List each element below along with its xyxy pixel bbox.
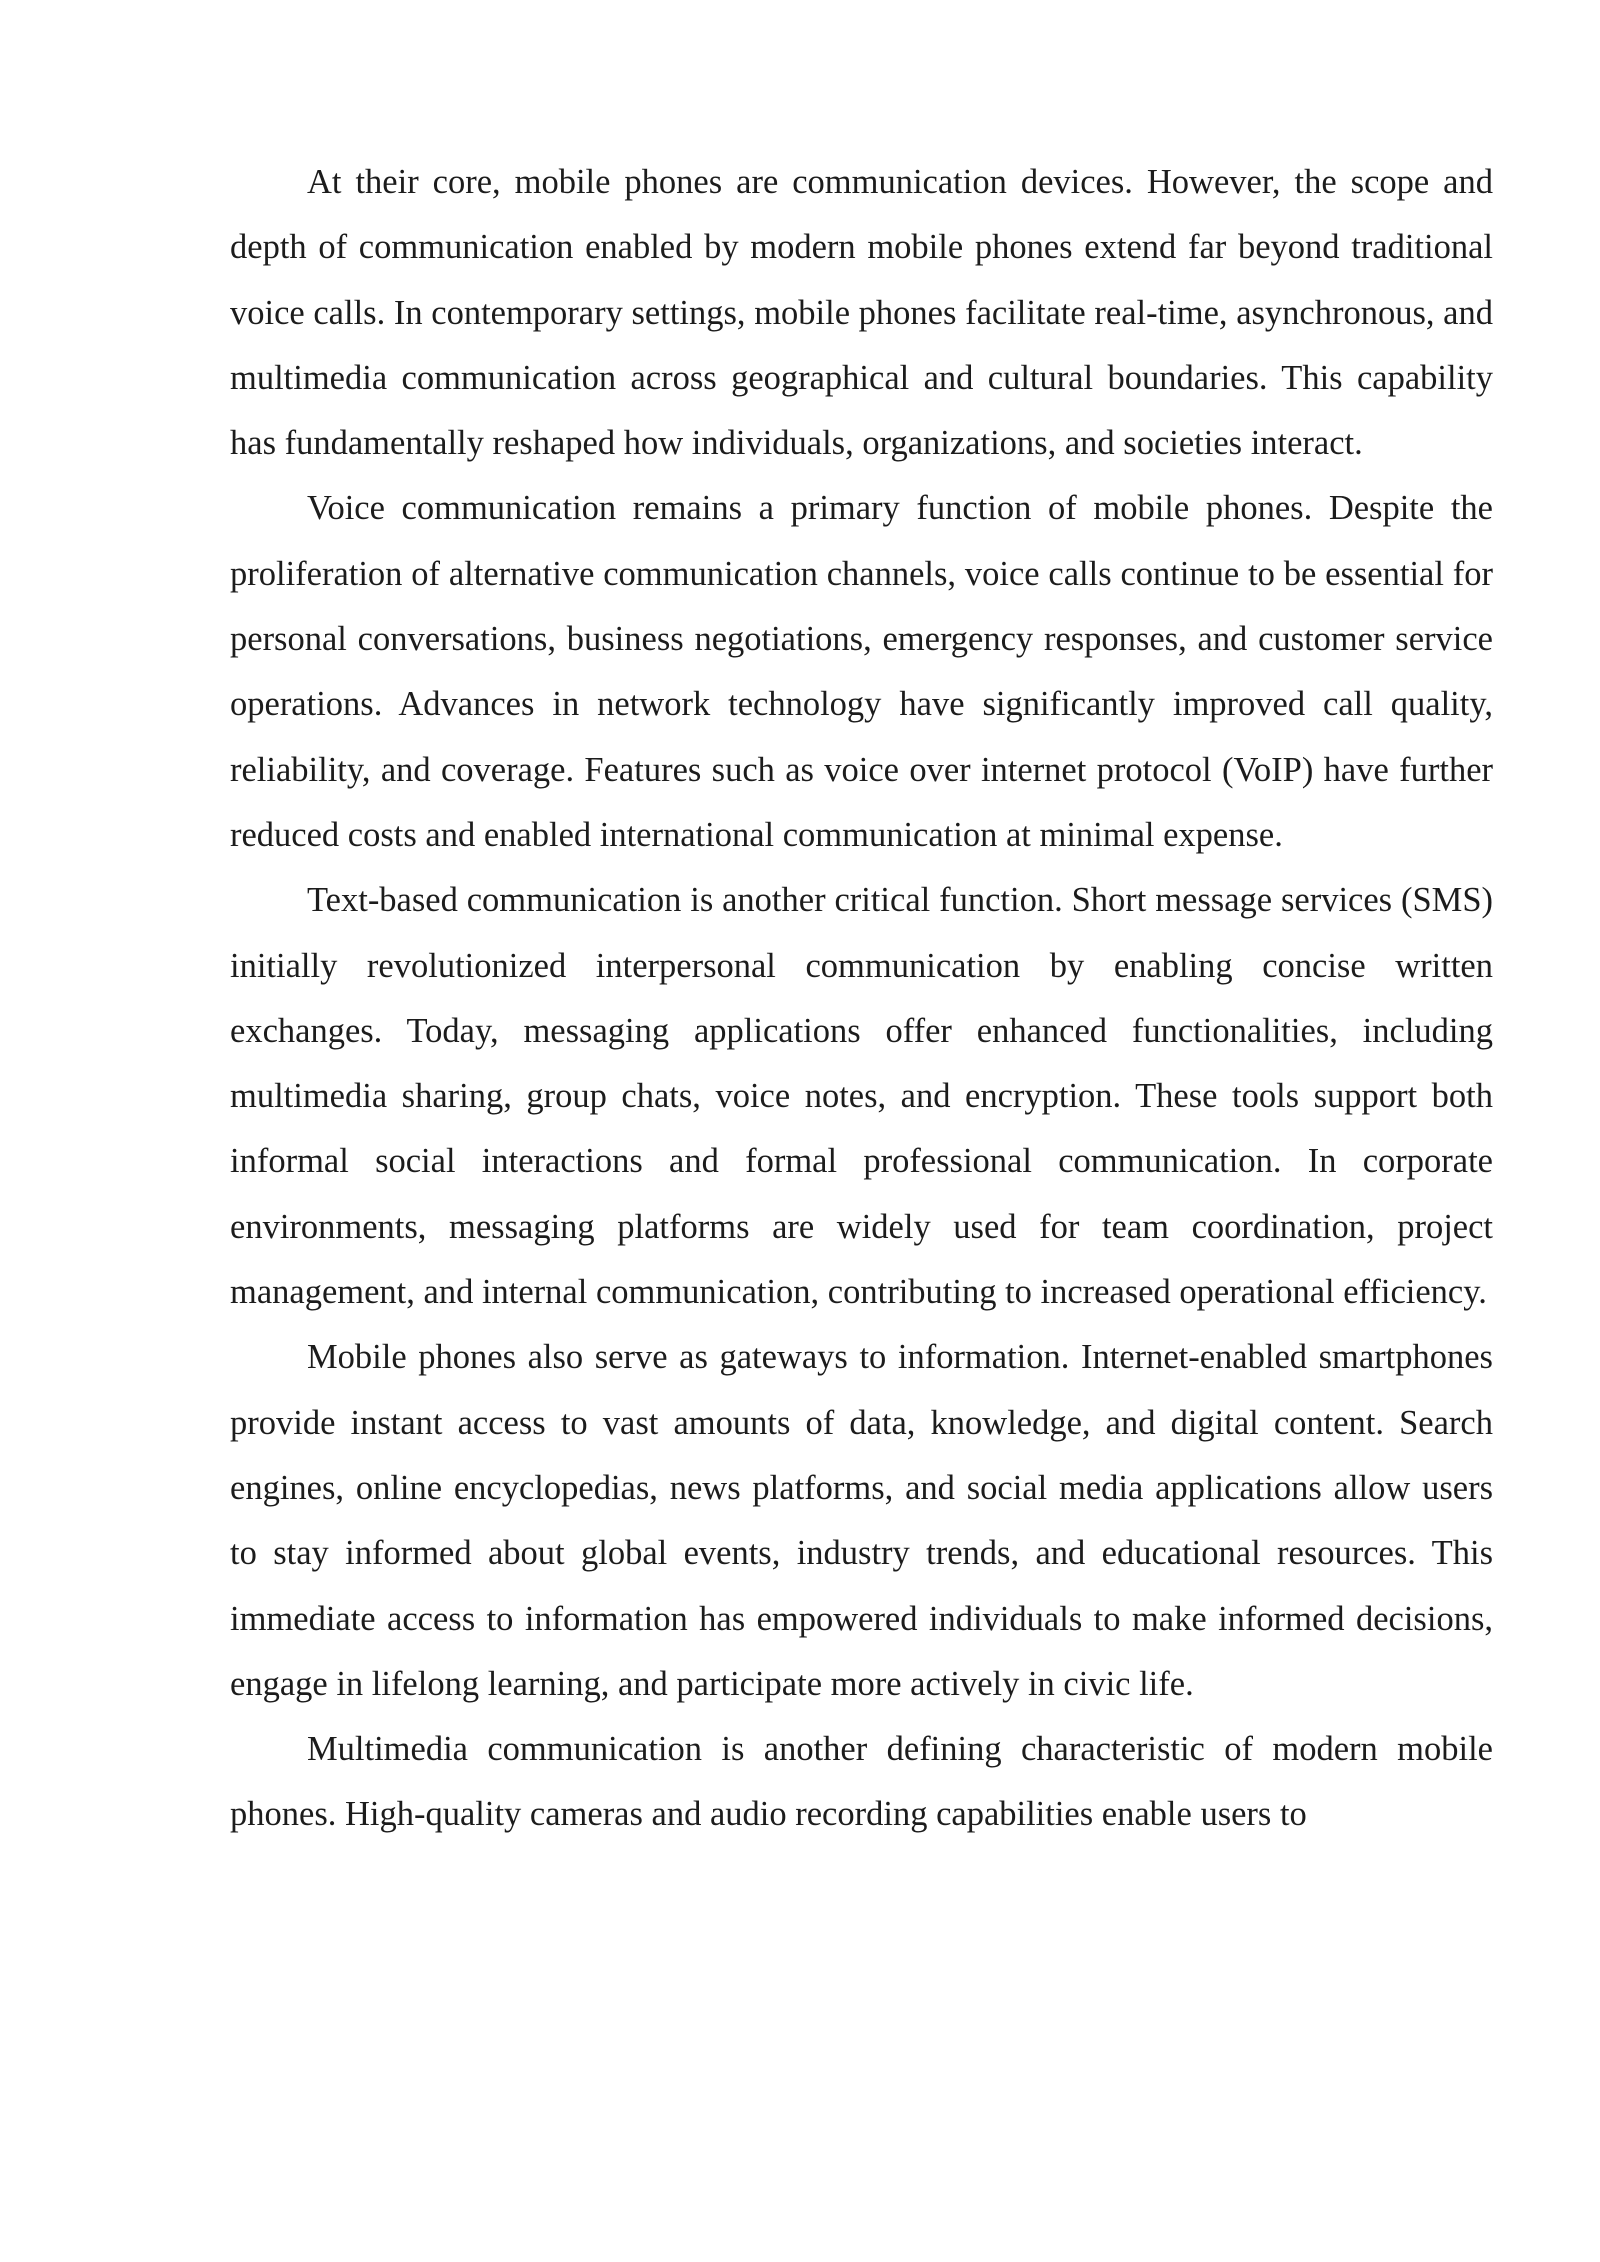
paragraph-text-based-communication: Text-based communication is another critical function. Short message services (SMS) initially revolutionized interpersonal communication by enabling concise written exchanges. Today, messaging applications offer enhanced functionalities, including multimedia sharing, group chats, voice notes, and encryption. These tools support both informal social interactions and formal professional communication. In corporate environments, messaging platforms are widely used for team coordination, project management, and internal communication, contributing to increased operational efficiency. — [230, 881, 1493, 1312]
paragraph-communication-devices: At their core, mobile phones are communication devices. However, the scope and depth of communication enabled by modern mobile phones extend far beyond traditional voice calls. In contemporary settings, mobile phones facilitate real-time, asynchronous, and multimedia communication across geographical and cultural boundaries. This capability has fundamentally reshaped how individuals, organizations, and societies interact. — [230, 163, 1493, 463]
paragraph-gateways-to-information: Mobile phones also serve as gateways to information. Internet-enabled smartphones provide instant access to vast amounts of data, knowledge, and digital content. Search engines, online encyclopedias, news platforms, and social media applications allow users to stay informed about global events, industry trends, and educational resources. This immediate access to information has empowered individuals to make informed decisions, engage in lifelong learning, and participate more actively in civic life. — [230, 1338, 1493, 1703]
document-body — [230, 150, 1493, 1848]
paragraph-voice-communication: Voice communication remains a primary function of mobile phones. Despite the proliferation of alternative communication channels, voice calls continue to be essential for personal conversations, business negotiations, emergency responses, and customer service operations. Advances in network technology have significantly improved call quality, reliability, and coverage. Features such as voice over internet protocol (VoIP) have further reduced costs and enabled international communication at minimal expense. — [230, 489, 1493, 854]
paragraph-multimedia-communication: Multimedia communication is another defining characteristic of modern mobile phones. High-quality cameras and audio recording capabilities enable users to — [230, 1730, 1493, 1834]
